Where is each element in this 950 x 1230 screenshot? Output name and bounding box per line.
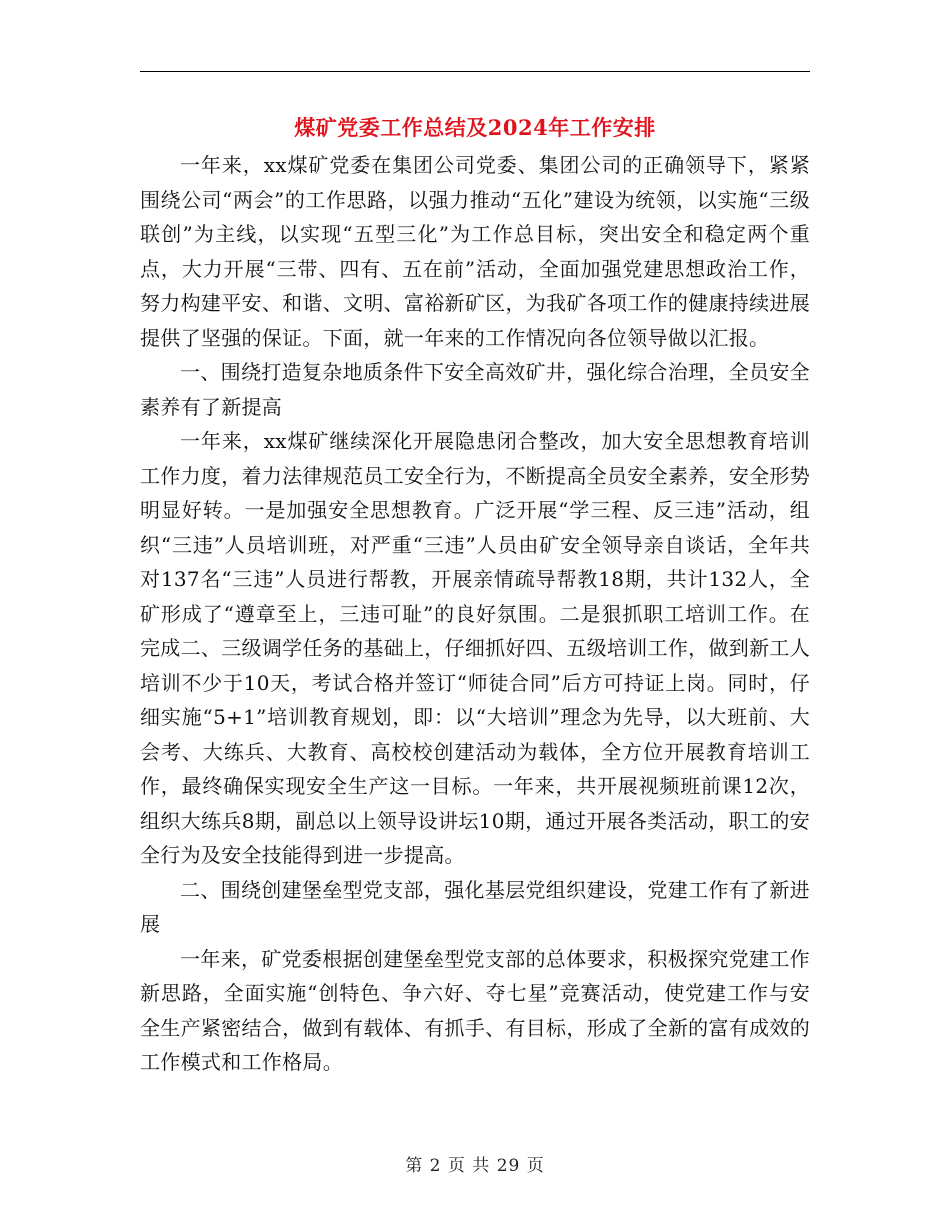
paragraph-party-building: 一年来，矿党委根据创建堡垒型党支部的总体要求，积极探究党建工作新思路，全面实施“创特色、争六好、夺七星”竞赛活动，使党建工作与安全生产紧密结合，做到有载体、有抓手、有目标，形成了全新的富有成效的工作模式和工作格局。 [140, 946, 810, 1074]
document-title: 煤矿党委工作总结及2024年工作安排 [294, 115, 656, 140]
section-heading-1: 一、围绕打造复杂地质条件下安全高效矿井，强化综合治理，全员安全素养有了新提高 [140, 360, 810, 419]
paragraph-safety: 一年来，xx煤矿继续深化开展隐患闭合整改，加大安全思想教育培训工作力度，着力法律规范员工安全行为，不断提高全员安全素养，安全形势明显好转。一是加强安全思想教育。广泛开展“学三程、反三违”活动，组织“三违”人员培训班，对严重“三违”人员由矿安全领导亲自谈话，全年共对137名“三违”人员进行帮教，开展亲情疏导帮教18期，共计132人，全矿形成了“遵章至上，三违可耻”的良好氛围。二是狠抓职工培训工作。在完成二、三级调学任务的基础上，仔细抓好四、五级培训工作，做到新工人培训不少于10天，考试合格并签订“师徒合同”后方可持证上岗。同时，仔细实施“5+1”培训教育规划，即：以“大培训”理念为先导，以大班前、大会考、大练兵、大教育、高校校创建活动为载体，全方位开展教育培训工作，最终确保实现安全生产这一目标。一年来，共开展视频班前课12次，组织大练兵8期，副总以上领导设讲坛10期，通过开展各类活动，职工的安全行为及安全技能得到进一步提高。 [140, 429, 810, 867]
section-heading-2: 二、围绕创建堡垒型党支部，强化基层党组织建设，党建工作有了新进展 [140, 877, 810, 936]
document-body [140, 148, 810, 1080]
page-number-footer: 第 2 页 共 29 页 [405, 1156, 545, 1176]
header-rule [140, 71, 810, 72]
paragraph-intro: 一年来，xx煤矿党委在集团公司党委、集团公司的正确领导下，紧紧围绕公司“两会”的工作思路，以强力推动“五化”建设为统领，以实施“三级联创”为主线，以实现“五型三化”为工作总目标，突出安全和稳定两个重点，大力开展“三带、四有、五在前”活动，全面加强党建思想政治工作，努力构建平安、和谐、文明、富裕新矿区，为我矿各项工作的健康持续进展提供了坚强的保证。下面，就一年来的工作情况向各位领导做以汇报。 [140, 153, 810, 350]
